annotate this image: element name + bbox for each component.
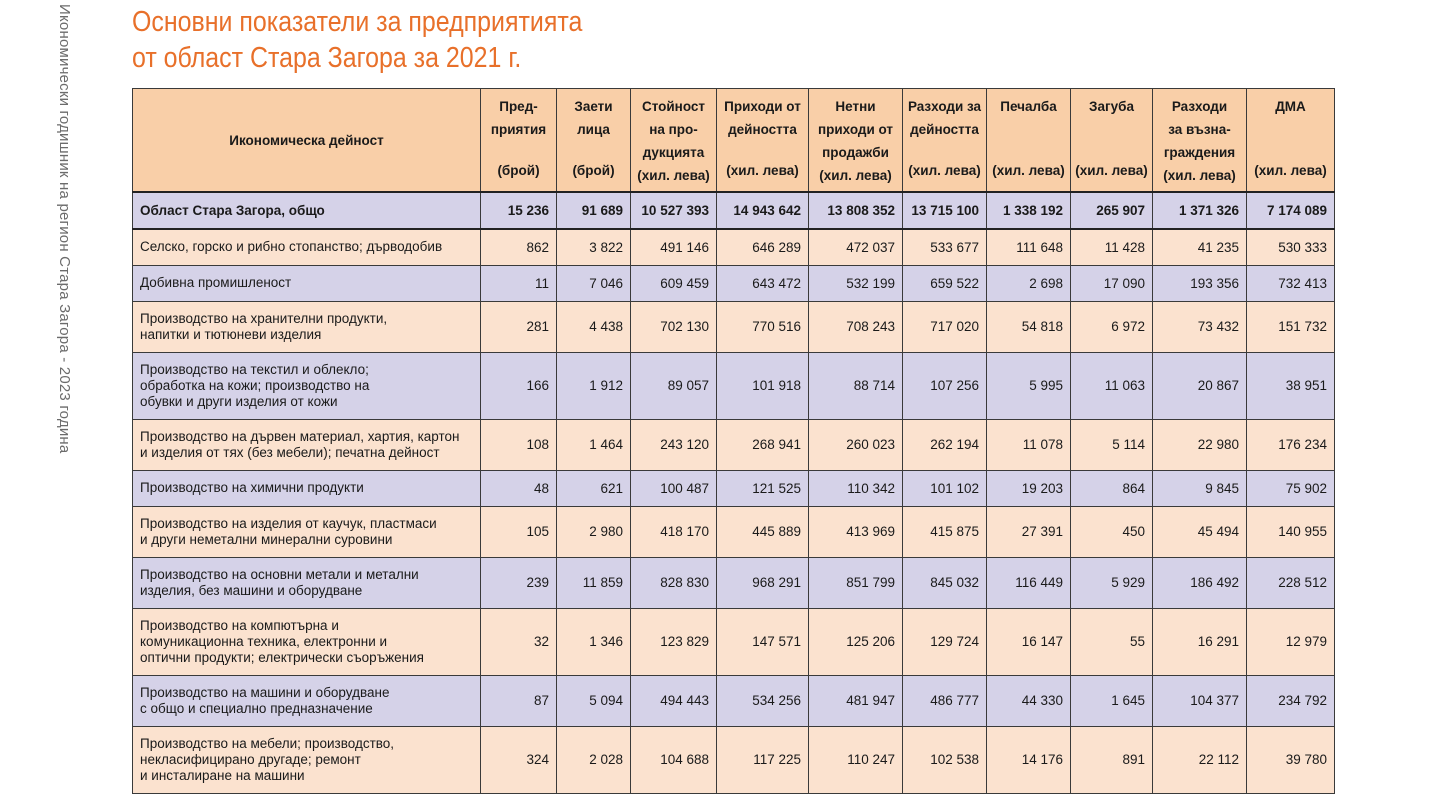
column-header-label: Стойност на про- дукцията: [641, 99, 706, 160]
column-header-label: Заети лица: [574, 99, 613, 137]
column-header-label: Приходи от дейността: [724, 99, 801, 137]
value-cell: 107 256: [903, 352, 987, 419]
value-cell: 15 236: [481, 192, 557, 229]
value-cell: 268 941: [717, 419, 809, 470]
column-header: [1071, 89, 1153, 193]
column-header-label: Загуба: [1089, 99, 1134, 114]
column-header-unit: (брой): [497, 163, 540, 178]
value-cell: 105: [481, 506, 557, 557]
column-header: [557, 89, 631, 193]
value-cell: 845 032: [903, 557, 987, 608]
page-title: [132, 4, 582, 76]
column-header-label: Нетни приходи от продажби: [817, 99, 894, 160]
value-cell: 491 146: [631, 229, 717, 265]
value-cell: 234 792: [1247, 675, 1335, 726]
value-cell: 121 525: [717, 470, 809, 506]
table-row: [133, 675, 1335, 726]
value-cell: 1 338 192: [987, 192, 1071, 229]
value-cell: 828 830: [631, 557, 717, 608]
value-cell: 239: [481, 557, 557, 608]
activity-name-cell: Добивна промишленост: [133, 265, 481, 301]
value-cell: 87: [481, 675, 557, 726]
value-cell: 243 120: [631, 419, 717, 470]
value-cell: 193 356: [1153, 265, 1247, 301]
value-cell: 3 822: [557, 229, 631, 265]
value-cell: 13 715 100: [903, 192, 987, 229]
value-cell: 125 206: [809, 608, 903, 675]
value-cell: 646 289: [717, 229, 809, 265]
value-cell: 102 538: [903, 726, 987, 793]
table-row: [133, 352, 1335, 419]
table-header-row: [133, 89, 1335, 193]
value-cell: 7 046: [557, 265, 631, 301]
value-cell: 494 443: [631, 675, 717, 726]
value-cell: 151 732: [1247, 301, 1335, 352]
value-cell: 73 432: [1153, 301, 1247, 352]
column-header: [987, 89, 1071, 193]
value-cell: 104 688: [631, 726, 717, 793]
value-cell: 88 714: [809, 352, 903, 419]
column-header-unit: (хил. лева): [637, 168, 710, 183]
value-cell: 643 472: [717, 265, 809, 301]
value-cell: 91 689: [557, 192, 631, 229]
value-cell: 110 342: [809, 470, 903, 506]
table-row: [133, 506, 1335, 557]
value-cell: 147 571: [717, 608, 809, 675]
column-header-unit: (хил. лева): [1075, 163, 1148, 178]
value-cell: 534 256: [717, 675, 809, 726]
value-cell: 281: [481, 301, 557, 352]
value-cell: 4 438: [557, 301, 631, 352]
value-cell: 101 918: [717, 352, 809, 419]
column-header: [903, 89, 987, 193]
table-row: [133, 419, 1335, 470]
value-cell: 32: [481, 608, 557, 675]
value-cell: 11: [481, 265, 557, 301]
table-body: [133, 192, 1335, 793]
activity-name-cell: Селско, горско и рибно стопанство; дърводобив: [133, 229, 481, 265]
value-cell: 176 234: [1247, 419, 1335, 470]
column-header-unit: (хил. лева): [992, 163, 1065, 178]
column-header-unit: (хил. лева): [819, 168, 892, 183]
value-cell: 621: [557, 470, 631, 506]
value-cell: 123 829: [631, 608, 717, 675]
value-cell: 862: [481, 229, 557, 265]
value-cell: 11 859: [557, 557, 631, 608]
activity-name-cell: Производство на компютърна и комуникационна техника, електронни и оптични продукти; електрически съоръжения: [133, 608, 481, 675]
activity-name-cell: Производство на изделия от каучук, пластмаси и други неметални минерални суровини: [133, 506, 481, 557]
activity-name-cell: Производство на машини и оборудване с общо и специално предназначение: [133, 675, 481, 726]
value-cell: 609 459: [631, 265, 717, 301]
activity-name-cell: Производство на хранителни продукти, напитки и тютюневи изделия: [133, 301, 481, 352]
value-cell: 38 951: [1247, 352, 1335, 419]
value-cell: 108: [481, 419, 557, 470]
value-cell: 445 889: [717, 506, 809, 557]
activity-name-cell: Област Стара Загора, общо: [133, 192, 481, 229]
value-cell: 55: [1071, 608, 1153, 675]
activity-name-cell: Производство на химични продукти: [133, 470, 481, 506]
column-header-unit: (хил. лева): [726, 163, 799, 178]
value-cell: 265 907: [1071, 192, 1153, 229]
value-cell: 1 346: [557, 608, 631, 675]
value-cell: 260 023: [809, 419, 903, 470]
value-cell: 111 648: [987, 229, 1071, 265]
value-cell: 1 912: [557, 352, 631, 419]
table-row: [133, 265, 1335, 301]
activity-name-cell: Производство на мебели; производство, некласифицирано другаде; ремонт и инсталиране на машини: [133, 726, 481, 793]
value-cell: 104 377: [1153, 675, 1247, 726]
table-row: [133, 557, 1335, 608]
value-cell: 5 929: [1071, 557, 1153, 608]
side-caption: Икономически годишник на регион Стара Загора - 2023 година: [56, 4, 73, 454]
value-cell: 708 243: [809, 301, 903, 352]
value-cell: 16 147: [987, 608, 1071, 675]
value-cell: 418 170: [631, 506, 717, 557]
column-header-unit: (брой): [572, 163, 615, 178]
value-cell: 472 037: [809, 229, 903, 265]
value-cell: 1 371 326: [1153, 192, 1247, 229]
value-cell: 851 799: [809, 557, 903, 608]
value-cell: 9 845: [1153, 470, 1247, 506]
value-cell: 41 235: [1153, 229, 1247, 265]
column-header: [481, 89, 557, 193]
value-cell: 702 130: [631, 301, 717, 352]
value-cell: 1 645: [1071, 675, 1153, 726]
value-cell: 530 333: [1247, 229, 1335, 265]
column-header: [717, 89, 809, 193]
column-header-label: ДМА: [1275, 99, 1306, 114]
value-cell: 101 102: [903, 470, 987, 506]
indicators-table: [132, 88, 1335, 794]
column-header: [809, 89, 903, 193]
activity-name-cell: Производство на текстил и облекло; обработка на кожи; производство на обувки и други изделия от кожи: [133, 352, 481, 419]
column-header-unit: (хил. лева): [1254, 163, 1327, 178]
table-row-total: [133, 192, 1335, 229]
value-cell: 770 516: [717, 301, 809, 352]
value-cell: 415 875: [903, 506, 987, 557]
value-cell: 486 777: [903, 675, 987, 726]
value-cell: 116 449: [987, 557, 1071, 608]
value-cell: 5 094: [557, 675, 631, 726]
value-cell: 11 428: [1071, 229, 1153, 265]
value-cell: 864: [1071, 470, 1153, 506]
column-header-label: Разходи за възна- граждения: [1163, 99, 1236, 160]
value-cell: 100 487: [631, 470, 717, 506]
activity-name-cell: Производство на основни метали и метални изделия, без машини и оборудване: [133, 557, 481, 608]
value-cell: 48: [481, 470, 557, 506]
value-cell: 450: [1071, 506, 1153, 557]
value-cell: 532 199: [809, 265, 903, 301]
value-cell: 14 943 642: [717, 192, 809, 229]
value-cell: 891: [1071, 726, 1153, 793]
value-cell: 44 330: [987, 675, 1071, 726]
value-cell: 5 995: [987, 352, 1071, 419]
value-cell: 11 078: [987, 419, 1071, 470]
value-cell: 129 724: [903, 608, 987, 675]
activity-name-cell: Производство на дървен материал, хартия, картон и изделия от тях (без мебели); печатна дейност: [133, 419, 481, 470]
value-cell: 89 057: [631, 352, 717, 419]
table-row: [133, 608, 1335, 675]
table-row: [133, 229, 1335, 265]
value-cell: 481 947: [809, 675, 903, 726]
value-cell: 12 979: [1247, 608, 1335, 675]
value-cell: 75 902: [1247, 470, 1335, 506]
value-cell: 324: [481, 726, 557, 793]
value-cell: 717 020: [903, 301, 987, 352]
value-cell: 13 808 352: [809, 192, 903, 229]
value-cell: 413 969: [809, 506, 903, 557]
value-cell: 22 112: [1153, 726, 1247, 793]
column-header-unit: (хил. лева): [1163, 168, 1236, 183]
table-row: [133, 470, 1335, 506]
value-cell: 20 867: [1153, 352, 1247, 419]
value-cell: 186 492: [1153, 557, 1247, 608]
column-header-activity: Икономическа дейност: [133, 89, 481, 193]
column-header-unit: (хил. лева): [908, 163, 981, 178]
value-cell: 45 494: [1153, 506, 1247, 557]
value-cell: 659 522: [903, 265, 987, 301]
value-cell: 17 090: [1071, 265, 1153, 301]
column-header-label: Разходи за дейността: [907, 99, 982, 137]
value-cell: 1 464: [557, 419, 631, 470]
table-row: [133, 301, 1335, 352]
value-cell: 39 780: [1247, 726, 1335, 793]
value-cell: 166: [481, 352, 557, 419]
value-cell: 27 391: [987, 506, 1071, 557]
value-cell: 6 972: [1071, 301, 1153, 352]
value-cell: 117 225: [717, 726, 809, 793]
value-cell: 19 203: [987, 470, 1071, 506]
title-line-1: Основни показатели за предприятията: [132, 6, 583, 38]
value-cell: 140 955: [1247, 506, 1335, 557]
value-cell: 228 512: [1247, 557, 1335, 608]
column-header: [1153, 89, 1247, 193]
value-cell: 5 114: [1071, 419, 1153, 470]
value-cell: 732 413: [1247, 265, 1335, 301]
value-cell: 262 194: [903, 419, 987, 470]
column-header-label: Пред- приятия: [490, 99, 547, 137]
value-cell: 2 028: [557, 726, 631, 793]
title-line-2: от област Стара Загора за 2021 г.: [132, 42, 522, 74]
value-cell: 2 698: [987, 265, 1071, 301]
column-header-label: Печалба: [1000, 99, 1057, 114]
value-cell: 54 818: [987, 301, 1071, 352]
value-cell: 22 980: [1153, 419, 1247, 470]
value-cell: 7 174 089: [1247, 192, 1335, 229]
column-header: [1247, 89, 1335, 193]
column-header: [631, 89, 717, 193]
value-cell: 11 063: [1071, 352, 1153, 419]
value-cell: 533 677: [903, 229, 987, 265]
value-cell: 16 291: [1153, 608, 1247, 675]
value-cell: 2 980: [557, 506, 631, 557]
value-cell: 14 176: [987, 726, 1071, 793]
value-cell: 968 291: [717, 557, 809, 608]
table-row: [133, 726, 1335, 793]
value-cell: 110 247: [809, 726, 903, 793]
value-cell: 10 527 393: [631, 192, 717, 229]
